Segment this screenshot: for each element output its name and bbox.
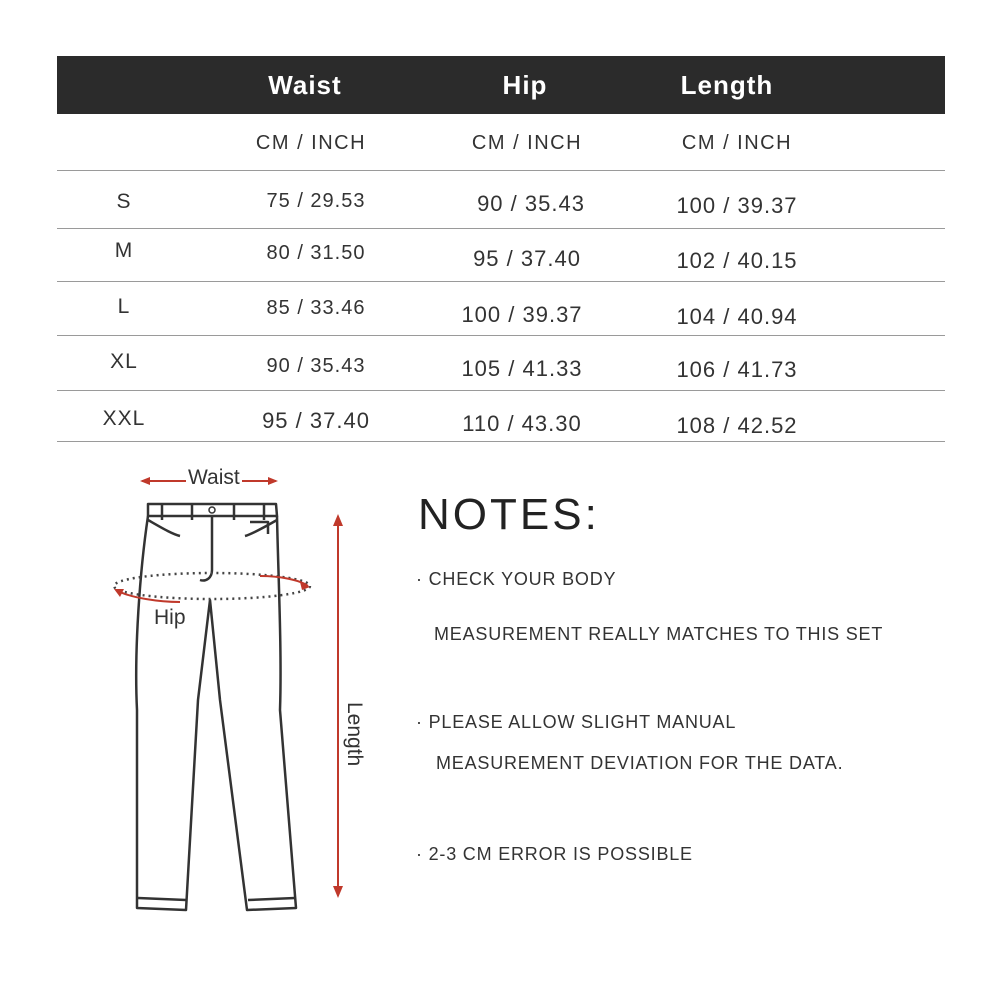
- table-header-bar: [57, 56, 945, 114]
- table-rule: [57, 335, 945, 336]
- header-waist: Waist: [268, 70, 342, 100]
- hip-value: 90 / 35.43: [477, 191, 585, 216]
- hip-label: Hip: [154, 606, 186, 629]
- length-value: 106 / 41.73: [676, 357, 798, 382]
- table-rule: [57, 390, 945, 391]
- header-length: Length: [680, 70, 774, 100]
- length-value: 102 / 40.15: [676, 248, 798, 273]
- pants-diagram: [100, 450, 390, 920]
- length-value: 104 / 40.94: [676, 304, 798, 329]
- hip-value: 100 / 39.37: [461, 302, 583, 327]
- header-hip: Hip: [502, 70, 548, 100]
- note-line: MEASUREMENT DEVIATION FOR THE DATA.: [436, 753, 844, 773]
- waist-value: 90 / 35.43: [266, 355, 366, 377]
- table-rule: [57, 441, 945, 442]
- table-rule: [57, 281, 945, 282]
- note-line: · 2-3 CM ERROR IS POSSIBLE: [416, 844, 693, 864]
- size-label: M: [114, 239, 134, 262]
- note-line: MEASUREMENT REALLY MATCHES TO THIS SET: [434, 624, 884, 644]
- length-value: 100 / 39.37: [676, 193, 798, 218]
- unit-hip: CM / INCH: [471, 132, 583, 154]
- table-rule: [57, 228, 945, 229]
- waist-value: 85 / 33.46: [266, 297, 366, 319]
- waist-label: Waist: [188, 466, 240, 489]
- size-label: XL: [110, 350, 138, 373]
- hip-value: 95 / 37.40: [473, 246, 581, 271]
- waist-value: 95 / 37.40: [262, 408, 370, 433]
- size-label: XXL: [102, 407, 146, 430]
- notes-title: NOTES:: [418, 490, 600, 539]
- length-label: Length: [343, 702, 366, 767]
- size-label: L: [117, 295, 131, 318]
- note-line: · CHECK YOUR BODY: [416, 569, 617, 589]
- waist-value: 75 / 29.53: [266, 190, 366, 212]
- pants-illustration: [100, 450, 390, 920]
- hip-value: 110 / 43.30: [462, 411, 582, 436]
- waist-value: 80 / 31.50: [266, 242, 366, 264]
- note-line: · PLEASE ALLOW SLIGHT MANUAL: [416, 712, 737, 732]
- table-rule: [57, 170, 945, 171]
- hip-value: 105 / 41.33: [461, 356, 583, 381]
- unit-length: CM / INCH: [681, 132, 793, 154]
- size-label: S: [116, 190, 132, 213]
- length-value: 108 / 42.52: [676, 413, 798, 438]
- unit-waist: CM / INCH: [255, 132, 367, 154]
